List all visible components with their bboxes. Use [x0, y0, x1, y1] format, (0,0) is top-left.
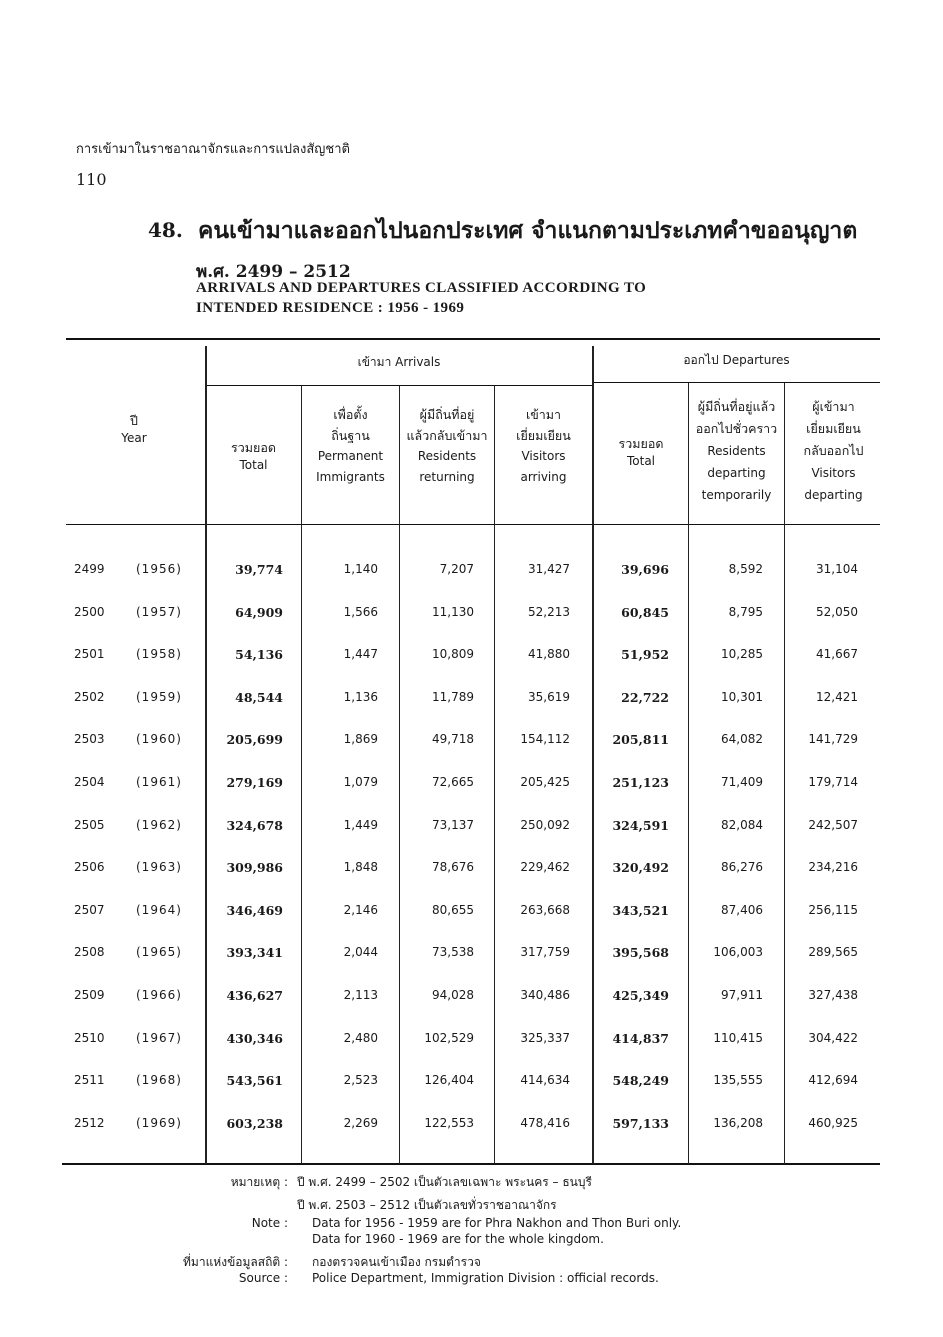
- table-number: 48.: [148, 218, 183, 242]
- cell-year-ce: (1961): [136, 775, 182, 789]
- cell-arr-vis: 229,462: [520, 860, 570, 874]
- cell-dep-vis: 52,050: [816, 605, 858, 619]
- cell-dep-res: 106,003: [713, 945, 763, 959]
- cell-year-ce: (1965): [136, 945, 182, 959]
- cell-dep-vis: 141,729: [808, 732, 858, 746]
- remark-line-2: ปี พ.ศ. 2503 – 2512 เป็นตัวเลขทั่วราชอาณาจักร: [297, 1198, 557, 1212]
- cell-dep-res: 64,082: [721, 732, 763, 746]
- cell-arr-total: 54,136: [235, 647, 283, 662]
- cell-arr-res: 7,207: [439, 562, 474, 576]
- cell-year-be: 2500: [74, 605, 105, 619]
- cell-dep-total: 597,133: [612, 1116, 669, 1131]
- cell-dep-res: 97,911: [721, 988, 763, 1002]
- cell-dep-total: 51,952: [621, 647, 669, 662]
- cell-year-ce: (1957): [136, 605, 182, 619]
- cell-dep-vis: 327,438: [808, 988, 858, 1002]
- cell-arr-total: 205,699: [226, 732, 283, 747]
- year-header-thai: ปี: [130, 413, 138, 428]
- cell-arr-vis: 31,427: [528, 562, 570, 576]
- cell-arr-total: 324,678: [226, 818, 283, 833]
- cell-arr-vis: 317,759: [520, 945, 570, 959]
- cell-arr-vis: 478,416: [520, 1116, 570, 1130]
- remark-line-1: ปี พ.ศ. 2499 – 2502 เป็นตัวเลขเฉพาะ พระนคร – ธนบุรี: [297, 1175, 592, 1189]
- cell-arr-vis: 263,668: [520, 903, 570, 917]
- cell-dep-res: 10,301: [721, 690, 763, 704]
- cell-dep-total: 22,722: [621, 690, 669, 705]
- cell-dep-res: 10,285: [721, 647, 763, 661]
- cell-year-be: 2503: [74, 732, 105, 746]
- cell-year-ce: (1966): [136, 988, 182, 1002]
- cell-arr-perm: 1,079: [343, 775, 378, 789]
- table-title-english-1: ARRIVALS AND DEPARTURES CLASSIFIED ACCORDING TO: [196, 280, 647, 296]
- table-title-years: พ.ศ. 2499 – 2512: [196, 262, 351, 282]
- cell-year-be: 2499: [74, 562, 105, 576]
- arrivals-group-header: เข้ามา Arrivals: [357, 355, 441, 369]
- page-number: 110: [76, 170, 107, 189]
- cell-year-be: 2505: [74, 818, 105, 832]
- cell-dep-res: 110,415: [713, 1031, 763, 1045]
- cell-dep-total: 425,349: [612, 988, 669, 1003]
- cell-arr-res: 78,676: [432, 860, 474, 874]
- cell-arr-vis: 52,213: [528, 605, 570, 619]
- cell-year-ce: (1960): [136, 732, 182, 746]
- cell-dep-vis: 256,115: [808, 903, 858, 917]
- cell-arr-res: 49,718: [432, 732, 474, 746]
- cell-dep-total: 205,811: [612, 732, 669, 747]
- cell-dep-vis: 460,925: [808, 1116, 858, 1130]
- cell-year-be: 2509: [74, 988, 105, 1002]
- cell-arr-total: 64,909: [235, 605, 283, 620]
- cell-year-ce: (1956): [136, 562, 182, 576]
- cell-arr-perm: 1,848: [343, 860, 378, 874]
- source-english: Police Department, Immigration Division : official records.: [312, 1271, 659, 1285]
- cell-dep-res: 8,592: [728, 562, 763, 576]
- cell-year-ce: (1963): [136, 860, 182, 874]
- dep-res-header: ผู้มีถิ่นที่อยู่แล้ว ออกไปชั่วคราว Residents departing temporarily: [695, 399, 778, 502]
- arr-total-header: รวมยอด Total: [231, 440, 276, 472]
- cell-dep-total: 324,591: [612, 818, 669, 833]
- cell-year-be: 2511: [74, 1073, 105, 1087]
- cell-arr-perm: 2,044: [343, 945, 378, 959]
- source-label: Source :: [238, 1271, 288, 1285]
- cell-arr-res: 73,538: [432, 945, 474, 959]
- cell-arr-res: 122,553: [424, 1116, 474, 1130]
- cell-dep-total: 320,492: [612, 860, 669, 875]
- cell-year-ce: (1962): [136, 818, 182, 832]
- cell-arr-res: 73,137: [432, 818, 474, 832]
- cell-year-ce: (1958): [136, 647, 182, 661]
- dep-total-header: รวมยอด Total: [618, 436, 664, 468]
- cell-year-ce: (1968): [136, 1073, 182, 1087]
- remark-label: หมายเหตุ :: [230, 1175, 288, 1189]
- cell-arr-perm: 2,146: [343, 903, 378, 917]
- cell-arr-perm: 1,140: [343, 562, 378, 576]
- cell-arr-vis: 41,880: [528, 647, 570, 661]
- cell-year-be: 2502: [74, 690, 105, 704]
- cell-arr-res: 11,789: [432, 690, 474, 704]
- cell-dep-vis: 289,565: [808, 945, 858, 959]
- arr-vis-header: เข้ามา เยี่ยมเยียน Visitors arriving: [516, 407, 571, 484]
- cell-arr-total: 346,469: [226, 903, 283, 918]
- cell-year-be: 2512: [74, 1116, 105, 1130]
- cell-dep-total: 548,249: [612, 1073, 669, 1088]
- cell-arr-total: 436,627: [226, 988, 283, 1003]
- table-bottom-rule: [62, 1163, 880, 1165]
- cell-year-ce: (1964): [136, 903, 182, 917]
- cell-arr-res: 126,404: [424, 1073, 474, 1087]
- cell-dep-total: 39,696: [621, 562, 669, 577]
- cell-year-be: 2510: [74, 1031, 105, 1045]
- group-rule-departures: [593, 382, 880, 383]
- cell-arr-res: 102,529: [424, 1031, 474, 1045]
- cell-dep-total: 414,837: [612, 1031, 669, 1046]
- cell-arr-total: 430,346: [226, 1031, 283, 1046]
- cell-arr-perm: 2,523: [343, 1073, 378, 1087]
- cell-dep-vis: 412,694: [808, 1073, 858, 1087]
- note-label: Note :: [251, 1216, 288, 1230]
- cell-year-ce: (1969): [136, 1116, 182, 1130]
- cell-dep-vis: 304,422: [808, 1031, 858, 1045]
- cell-arr-res: 10,809: [432, 647, 474, 661]
- cell-arr-total: 48,544: [235, 690, 283, 705]
- cell-dep-vis: 242,507: [808, 818, 858, 832]
- cell-dep-res: 86,276: [721, 860, 763, 874]
- table-title-thai: คนเข้ามาและออกไปนอกประเทศ จำแนกตามประเภทคำขออนุญาต: [198, 217, 858, 244]
- cell-arr-perm: 1,449: [343, 818, 378, 832]
- cell-arr-perm: 1,447: [343, 647, 378, 661]
- cell-dep-vis: 234,216: [808, 860, 858, 874]
- cell-dep-vis: 12,421: [816, 690, 858, 704]
- cell-arr-vis: 414,634: [520, 1073, 570, 1087]
- cell-arr-perm: 2,269: [343, 1116, 378, 1130]
- departures-group-header: ออกไป Departures: [683, 353, 790, 367]
- cell-dep-res: 82,084: [721, 818, 763, 832]
- cell-arr-res: 72,665: [432, 775, 474, 789]
- cell-arr-total: 603,238: [226, 1116, 283, 1131]
- source-label-thai: ที่มาแห่งข้อมูลสถิติ :: [183, 1255, 288, 1269]
- cell-dep-total: 60,845: [621, 605, 669, 620]
- cell-arr-perm: 1,566: [343, 605, 378, 619]
- cell-year-be: 2501: [74, 647, 105, 661]
- cell-year-ce: (1959): [136, 690, 182, 704]
- cell-arr-vis: 325,337: [520, 1031, 570, 1045]
- cell-arr-total: 39,774: [235, 562, 283, 577]
- cell-dep-vis: 179,714: [808, 775, 858, 789]
- table-top-rule: [66, 338, 880, 340]
- cell-dep-res: 71,409: [721, 775, 763, 789]
- arr-perm-header: เพื่อตั้ง ถิ่นฐาน Permanent Immigrants: [316, 407, 385, 484]
- cell-dep-total: 251,123: [612, 775, 669, 790]
- cell-arr-vis: 205,425: [520, 775, 570, 789]
- cell-dep-res: 136,208: [713, 1116, 763, 1130]
- cell-arr-res: 80,655: [432, 903, 474, 917]
- cell-dep-total: 343,521: [612, 903, 669, 918]
- cell-arr-total: 393,341: [226, 945, 283, 960]
- table-title-english-2: INTENDED RESIDENCE : 1956 - 1969: [196, 300, 465, 316]
- cell-arr-perm: 2,480: [343, 1031, 378, 1045]
- cell-dep-res: 87,406: [721, 903, 763, 917]
- source-thai: กองตรวจคนเข้าเมือง กรมตำรวจ: [312, 1255, 481, 1269]
- cell-arr-vis: 340,486: [520, 988, 570, 1002]
- cell-dep-vis: 31,104: [816, 562, 858, 576]
- cell-year-be: 2508: [74, 945, 105, 959]
- cell-arr-res: 94,028: [432, 988, 474, 1002]
- dep-vis-header: ผู้เข้ามา เยี่ยมเยียน กลับออกไป Visitors departing: [803, 399, 864, 502]
- cell-year-ce: (1967): [136, 1031, 182, 1045]
- cell-arr-res: 11,130: [432, 605, 474, 619]
- header-bottom-rule: [66, 524, 880, 525]
- year-header: [96, 410, 172, 445]
- cell-arr-vis: 250,092: [520, 818, 570, 832]
- cell-arr-total: 279,169: [226, 775, 283, 790]
- cell-arr-perm: 1,869: [343, 732, 378, 746]
- cell-arr-total: 309,986: [226, 860, 283, 875]
- cell-arr-perm: 2,113: [343, 988, 378, 1002]
- note-line-1: Data for 1956 - 1959 are for Phra Nakhon and Thon Buri only.: [312, 1216, 682, 1230]
- cell-arr-perm: 1,136: [343, 690, 378, 704]
- cell-arr-total: 543,561: [226, 1073, 283, 1088]
- cell-dep-vis: 41,667: [816, 647, 858, 661]
- cell-year-be: 2507: [74, 903, 105, 917]
- cell-dep-total: 395,568: [612, 945, 669, 960]
- cell-year-be: 2504: [74, 775, 105, 789]
- cell-dep-res: 135,555: [713, 1073, 763, 1087]
- note-line-2: Data for 1960 - 1969 are for the whole kingdom.: [312, 1232, 604, 1246]
- cell-arr-vis: 154,112: [520, 732, 570, 746]
- cell-year-be: 2506: [74, 860, 105, 874]
- cell-arr-vis: 35,619: [528, 690, 570, 704]
- year-header-english: Year: [121, 431, 147, 445]
- cell-dep-res: 8,795: [728, 605, 763, 619]
- arr-res-header: ผู้มีถิ่นที่อยู่ แล้วกลับเข้ามา Residents returning: [406, 407, 488, 484]
- running-header: การเข้ามาในราชอาณาจักรและการแปลงสัญชาติ: [76, 142, 350, 157]
